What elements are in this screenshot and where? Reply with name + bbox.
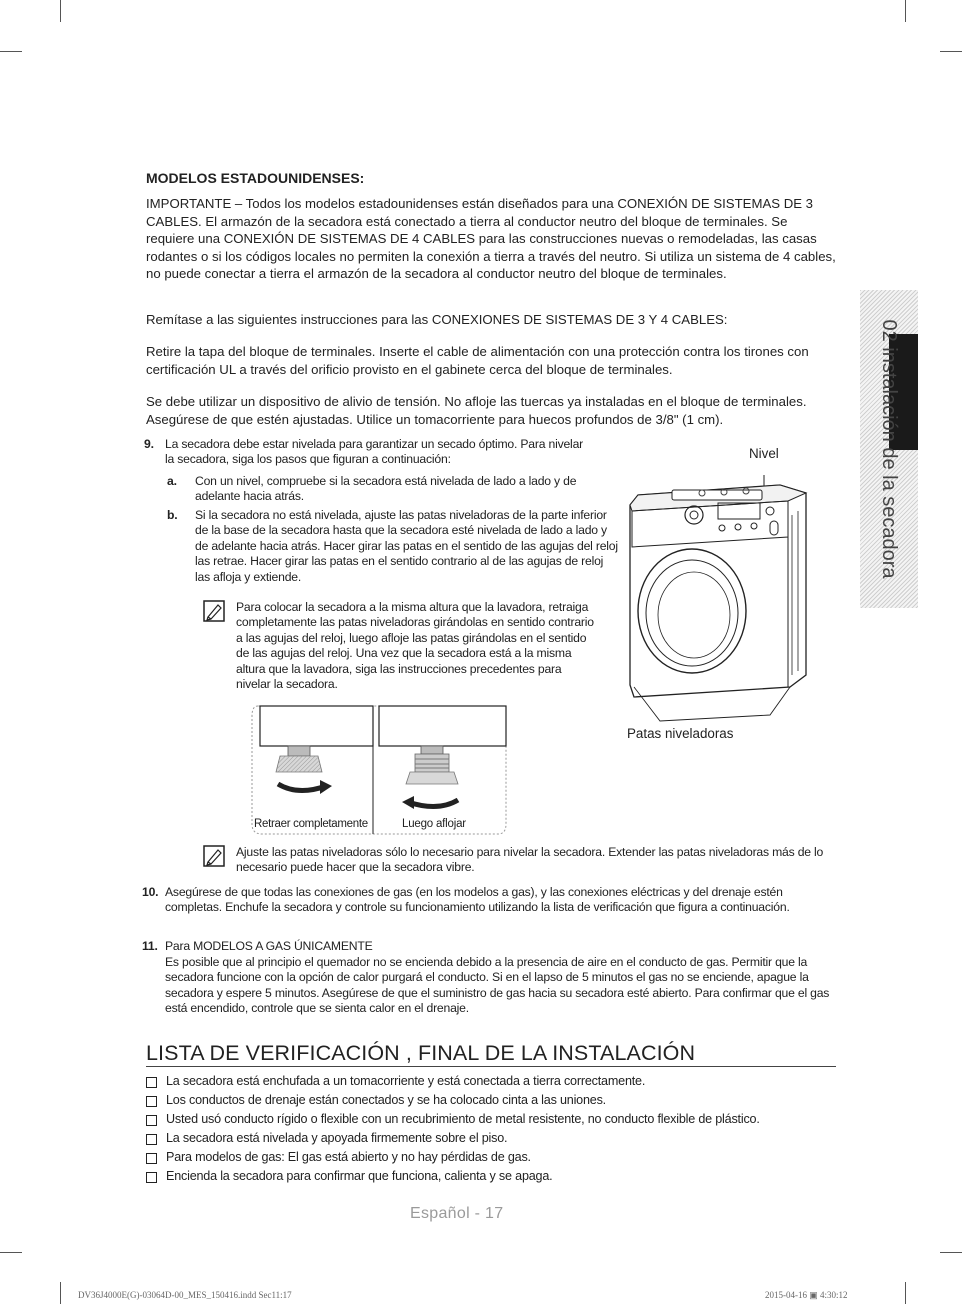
checklist-item: Usted usó conducto rígido o flexible con un recubrimiento de metal resistente, no conducto flexible de plástico.: [166, 1112, 760, 1126]
step-10-text: Asegúrese de que todas las conexiones de gas (en los modelos a gas), y las conexiones eléctricas y del drenaje estén completas. Enchufe la secadora y controle su funcionamiento utilizando la lista de verificación que figura a continuación.: [165, 885, 790, 915]
figure-label-nivel: Nivel: [749, 446, 779, 461]
file-info: DV36J4000E(G)-03064D-00_MES_150416.indd Sec11:17: [78, 1290, 292, 1300]
paragraph-refer: Remítase a las siguientes instrucciones para las CONEXIONES DE SISTEMAS DE 3 Y 4 CABLES:: [146, 312, 728, 327]
checkbox: [146, 1153, 157, 1164]
crop-mark: [60, 0, 61, 22]
note-icon: [203, 845, 225, 867]
crop-mark: [940, 1252, 962, 1253]
leg-caption-retract: Retraer completamente: [254, 818, 368, 830]
crop-mark: [60, 1282, 61, 1304]
checklist-item: Para modelos de gas: El gas está abierto y no hay pérdidas de gas.: [166, 1150, 531, 1164]
crop-mark: [905, 0, 906, 22]
step-9b-label: b.: [167, 508, 178, 522]
figure-label-patas: Patas niveladoras: [627, 726, 734, 741]
step-9-text: La secadora debe estar nivelada para garantizar un secado óptimo. Para nivelar la secadora, siga los pasos que figuran a continuación:: [165, 437, 584, 467]
step-11-number: 11.: [142, 939, 158, 953]
note-icon: [203, 600, 225, 622]
page-number: Español - 17: [410, 1205, 504, 1222]
crop-mark: [940, 51, 962, 52]
crop-mark: [0, 51, 22, 52]
checkbox: [146, 1096, 157, 1107]
checkbox: [146, 1115, 157, 1126]
checklist-item: La secadora está enchufada a un tomacorriente y está conectada a tierra correctamente.: [166, 1074, 646, 1088]
step-9a-label: a.: [167, 474, 177, 488]
checklist-item: Encienda la secadora para confirmar que funciona, calienta y se apaga.: [166, 1169, 553, 1183]
step-9-number: 9.: [144, 437, 154, 451]
crop-mark: [0, 1252, 22, 1253]
dryer-illustration: [620, 475, 810, 730]
step-9a-text: Con un nivel, compruebe si la secadora está nivelada de lado a lado y de adelante hacia atrás.: [195, 474, 577, 504]
paragraph-terminal-cover: Retire la tapa del bloque de terminales. Inserte el cable de alimentación con una protección contra los tirones con certificación UL a través del orificio provisto en el gabinete cerca del bloque de terminales.: [146, 344, 809, 377]
checkbox: [146, 1077, 157, 1088]
checklist-title: LISTA DE VERIFICACIÓN , FINAL DE LA INSTALACIÓN: [146, 1041, 696, 1065]
chapter-side-tab: [860, 290, 918, 608]
paragraph-important: IMPORTANTE – Todos los modelos estadounidenses están diseñados para una CONEXIÓN DE SISTEMAS DE 3 CABLES. El armazón de la secadora está conectado a tierra al conductor neutro del bloque de terminales. Se requiere una CONEXIÓN DE SISTEMAS DE 4 CABLES para las construcciones nuevas o remodeladas, las casas rodantes o si los códigos locales no permiten la conexión a tierra a través del neutro. Si utiliza un sistema de 4 cables, no puede conectar a tierra el armazón de la secadora al conductor neutro del bloque de terminales.: [146, 196, 836, 282]
step-9b-text: Si la secadora no está nivelada, ajuste las patas niveladoras de la parte inferior de la base de la secadora hasta que la secadora esté nivelada de lado a lado y de adelante hacia atrás. Hacer girar las patas en el sentido de las agujas del reloj las retrae. Hacer girar las patas en el sentido contrario al de las agujas de reloj las afloja y extiende.: [195, 508, 618, 584]
note-1-text: Para colocar la secadora a la misma altura que la lavadora, retraiga completamente las patas niveladoras girándolas en sentido contrario a las agujas del reloj, luego afloje las patas girándolas en el sentido de las agujas del reloj. Una vez que la secadora está a la misma altura que la lavadora, siga las instrucciones precedentes para nivelar la secadora.: [236, 600, 594, 692]
section-heading: MODELOS ESTADOUNIDENSES:: [146, 170, 365, 186]
note-2-text: Ajuste las patas niveladoras sólo lo necesario para nivelar la secadora. Extender las patas niveladoras más de lo necesario puede hacer que la secadora vibre.: [236, 845, 824, 875]
date-info: 2015-04-16 ▣ 4:30:12: [765, 1290, 848, 1300]
crop-mark: [905, 1282, 906, 1304]
leg-caption-loosen: Luego aflojar: [402, 818, 466, 830]
step-10-number: 10.: [142, 885, 159, 899]
title-rule: [146, 1066, 836, 1067]
checklist-item: La secadora está nivelada y apoyada firmemente sobre el piso.: [166, 1131, 508, 1145]
step-11-title: Para MODELOS A GAS ÚNICAMENTE: [165, 939, 373, 953]
step-11-text: Es posible que al principio el quemador no se encienda debido a la presencia de aire en el conducto de gas. Permitir que la secadora funcione con la opción de calor purgará el conducto. Si en el lapso de 5 minutos el gas no se enciende, apague la secadora y espere 5 minutos. Asegúrese de que el suministro de gas hacia su secadora esté abierto. Para confirmar que el gas está encendido, controle que se sienta calor en el drenaje.: [165, 955, 830, 1016]
side-tab-label: 02 instalación de la secadora: [878, 319, 900, 579]
checklist-item: Los conductos de drenaje están conectados y se ha colocado cinta a las uniones.: [166, 1093, 606, 1107]
checkbox: [146, 1134, 157, 1145]
paragraph-strain-relief: Se debe utilizar un dispositivo de alivio de tensión. No afloje las tuercas ya instaladas en el bloque de terminales. Asegúrese de que estén ajustadas. Utilice un tomacorriente para huecos profundos de 3/8" (1 cm).: [146, 394, 807, 427]
checkbox: [146, 1172, 157, 1183]
